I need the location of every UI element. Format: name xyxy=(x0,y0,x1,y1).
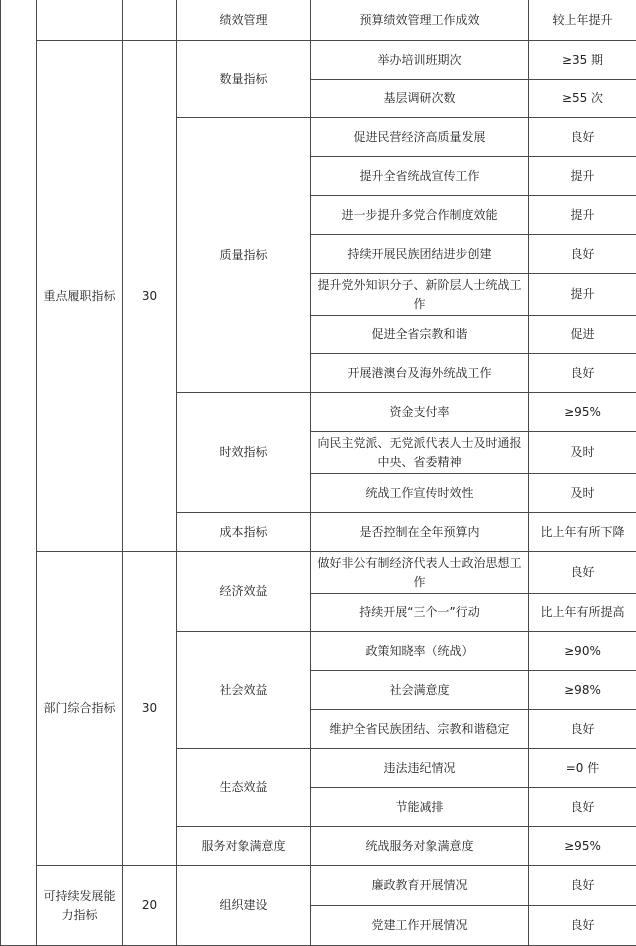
category-cell: 时效指标 xyxy=(177,393,311,513)
target-cell: 良好 xyxy=(529,235,636,274)
indicator-cell: 提升党外知识分子、新阶层人士统战工作 xyxy=(311,274,529,316)
indicator-cell: 促进全省宗教和谐 xyxy=(311,316,529,354)
category-cell: 组织建设 xyxy=(177,866,311,946)
target-cell: 及时 xyxy=(529,474,636,513)
indicator-cell: 党建工作开展情况 xyxy=(311,906,529,946)
left-margin-cell xyxy=(1,0,37,946)
target-cell: 较上年提升 xyxy=(529,0,636,41)
indicator-cell: 开展港澳台及海外统战工作 xyxy=(311,354,529,393)
category-cell: 质量指标 xyxy=(177,118,311,393)
indicator-cell: 举办培训班期次 xyxy=(311,41,529,80)
indicator-cell: 持续开展“三个一”行动 xyxy=(311,594,529,632)
table-row xyxy=(1,866,636,906)
target-cell: 比上年有所下降 xyxy=(529,513,636,552)
target-cell: 提升 xyxy=(529,157,636,196)
table-row xyxy=(1,0,636,41)
target-cell: ≥90% xyxy=(529,632,636,671)
indicator-cell: 社会满意度 xyxy=(311,671,529,710)
target-cell: ≥55 次 xyxy=(529,80,636,118)
category-cell: 经济效益 xyxy=(177,552,311,632)
table-row xyxy=(1,552,636,594)
indicator-cell: 进一步提升多党合作制度效能 xyxy=(311,196,529,235)
indicator-cell: 节能减排 xyxy=(311,788,529,827)
weight-cell: 20 xyxy=(123,866,177,946)
target-cell: 良好 xyxy=(529,710,636,749)
group-cell: 重点履职指标 xyxy=(37,41,123,552)
indicator-cell: 基层调研次数 xyxy=(311,80,529,118)
indicator-cell: 预算绩效管理工作成效 xyxy=(311,0,529,41)
indicator-cell: 提升全省统战宣传工作 xyxy=(311,157,529,196)
group-cell-empty xyxy=(37,0,123,41)
weight-cell-empty xyxy=(123,0,177,41)
indicator-cell: 维护全省民族团结、宗教和谐稳定 xyxy=(311,710,529,749)
indicator-cell: 廉政教育开展情况 xyxy=(311,866,529,906)
target-cell: 提升 xyxy=(529,196,636,235)
target-cell: 良好 xyxy=(529,354,636,393)
indicator-cell: 统战工作宣传时效性 xyxy=(311,474,529,513)
target-cell: ≥95% xyxy=(529,393,636,432)
weight-cell: 30 xyxy=(123,41,177,552)
weight-cell: 30 xyxy=(123,552,177,866)
category-cell: 数量指标 xyxy=(177,41,311,118)
target-cell: =0 件 xyxy=(529,749,636,788)
indicator-cell: 是否控制在全年预算内 xyxy=(311,513,529,552)
indicator-cell: 违法违纪情况 xyxy=(311,749,529,788)
target-cell: 良好 xyxy=(529,788,636,827)
indicator-cell: 向民主党派、无党派代表人士及时通报中央、省委精神 xyxy=(311,432,529,474)
target-cell: 良好 xyxy=(529,906,636,946)
indicator-cell: 做好非公有制经济代表人士政治思想工作 xyxy=(311,552,529,594)
target-cell: ≥35 期 xyxy=(529,41,636,80)
target-cell: ≥98% xyxy=(529,671,636,710)
category-cell: 社会效益 xyxy=(177,632,311,749)
category-cell: 成本指标 xyxy=(177,513,311,552)
target-cell: 比上年有所提高 xyxy=(529,594,636,632)
target-cell: 良好 xyxy=(529,552,636,594)
category-cell: 服务对象满意度 xyxy=(177,827,311,866)
target-cell: 良好 xyxy=(529,866,636,906)
indicator-cell: 促进民营经济高质量发展 xyxy=(311,118,529,157)
category-cell: 生态效益 xyxy=(177,749,311,827)
indicator-cell: 持续开展民族团结进步创建 xyxy=(311,235,529,274)
target-cell: 促进 xyxy=(529,316,636,354)
target-cell: 提升 xyxy=(529,274,636,316)
target-cell: 良好 xyxy=(529,118,636,157)
indicator-cell: 资金支付率 xyxy=(311,393,529,432)
group-cell: 可持续发展能力指标 xyxy=(37,866,123,946)
target-cell: ≥95% xyxy=(529,827,636,866)
group-cell: 部门综合指标 xyxy=(37,552,123,866)
indicator-cell: 政策知晓率（统战） xyxy=(311,632,529,671)
table-row xyxy=(1,41,636,80)
category-cell: 绩效管理 xyxy=(177,0,311,41)
target-cell: 及时 xyxy=(529,432,636,474)
indicator-cell: 统战服务对象满意度 xyxy=(311,827,529,866)
